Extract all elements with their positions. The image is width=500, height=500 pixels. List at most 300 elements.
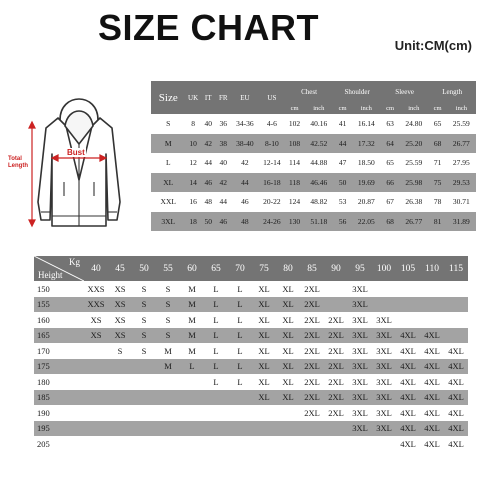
fit-size-cell: 4XL (420, 436, 444, 452)
fit-size-cell: S (108, 343, 132, 359)
fit-size-cell (372, 281, 396, 297)
fit-size-cell (228, 436, 252, 452)
fit-size-cell (276, 405, 300, 421)
fit-size-cell: 4XL (396, 390, 420, 406)
fit-size-cell: S (132, 343, 156, 359)
fit-size-cell: 3XL (372, 312, 396, 328)
fit-size-cell (204, 390, 228, 406)
fit-size-cell: XL (276, 390, 300, 406)
fit-size-cell: L (228, 297, 252, 313)
fit-size-cell (324, 281, 348, 297)
header-unit-inch: inch (352, 103, 381, 114)
fit-size-cell (84, 436, 108, 452)
height-row (34, 436, 468, 452)
fit-size-cell (84, 359, 108, 375)
header-unit-inch: inch (304, 103, 333, 114)
size-value-cell: 29.53 (447, 173, 476, 193)
fit-size-cell: XL (252, 297, 276, 313)
fit-size-cell: 4XL (444, 436, 468, 452)
fit-size-cell: 2XL (300, 297, 324, 313)
header-unit-inch: inch (399, 103, 428, 114)
size-value-cell: 66 (381, 173, 399, 193)
fit-size-cell (132, 374, 156, 390)
header-eu: EU (231, 81, 259, 114)
fit-size-cell: XL (276, 359, 300, 375)
fit-size-cell: 4XL (396, 405, 420, 421)
size-value-cell: 31.89 (447, 212, 476, 232)
weight-header: 80 (276, 256, 300, 281)
size-value-cell: 48 (201, 192, 216, 212)
header-chest: Chest (285, 81, 334, 103)
size-value-cell: 41 (333, 114, 351, 134)
header-unit-inch: inch (447, 103, 476, 114)
header-sleeve: Sleeve (381, 81, 429, 103)
fit-size-cell: 3XL (348, 374, 372, 390)
fit-size-cell (300, 421, 324, 437)
fit-size-cell: S (132, 281, 156, 297)
size-table-body (151, 114, 476, 231)
size-value-cell: 20.87 (352, 192, 381, 212)
fit-size-cell: XL (252, 374, 276, 390)
fit-size-cell: 3XL (372, 359, 396, 375)
weight-header: 65 (204, 256, 228, 281)
fit-size-cell (324, 421, 348, 437)
size-value-cell: 44 (231, 173, 259, 193)
fit-size-cell: 4XL (396, 421, 420, 437)
fit-size-cell: L (228, 374, 252, 390)
size-value-cell: 16.14 (352, 114, 381, 134)
fit-size-cell: L (228, 312, 252, 328)
fit-size-cell: 2XL (300, 390, 324, 406)
header-unit-cm: cm (285, 103, 304, 114)
size-value-cell: 44 (333, 134, 351, 154)
size-value-cell: 44 (201, 153, 216, 173)
fit-size-cell: 2XL (300, 359, 324, 375)
weight-header: 115 (444, 256, 468, 281)
size-value-cell: 25.59 (399, 153, 428, 173)
fit-size-cell: M (180, 297, 204, 313)
size-value-cell: 68 (381, 212, 399, 232)
fit-size-cell: XS (84, 328, 108, 344)
fit-size-cell: L (204, 297, 228, 313)
size-value-cell: 36 (216, 114, 231, 134)
fit-size-cell: 3XL (348, 405, 372, 421)
size-value-cell: 53 (333, 192, 351, 212)
fit-size-cell (108, 390, 132, 406)
weight-header: 95 (348, 256, 372, 281)
fit-size-cell: XS (108, 328, 132, 344)
weight-header: 85 (300, 256, 324, 281)
size-value-cell: 18 (186, 212, 201, 232)
weight-header: 110 (420, 256, 444, 281)
fit-size-cell: L (228, 328, 252, 344)
size-value-cell: 68 (428, 134, 446, 154)
fit-size-cell: M (180, 328, 204, 344)
fit-size-cell: 4XL (444, 374, 468, 390)
fit-size-cell: XS (108, 312, 132, 328)
size-value-cell: 56 (333, 212, 351, 232)
size-value-cell: 42 (201, 134, 216, 154)
size-label-cell: L (151, 153, 186, 173)
size-value-cell: 26.38 (399, 192, 428, 212)
fit-size-cell: M (180, 312, 204, 328)
height-label: Height (38, 270, 63, 280)
size-value-cell: 17.32 (352, 134, 381, 154)
size-value-cell: 50 (201, 212, 216, 232)
size-label-cell: XL (151, 173, 186, 193)
size-row (151, 114, 476, 134)
fit-size-cell (252, 436, 276, 452)
size-label-cell: 3XL (151, 212, 186, 232)
size-row (151, 192, 476, 212)
fit-size-cell (84, 343, 108, 359)
fit-size-cell: 4XL (396, 436, 420, 452)
corner-header (34, 256, 84, 281)
fit-size-cell (156, 405, 180, 421)
fit-size-cell: XS (108, 281, 132, 297)
bust-label: Bust (67, 148, 85, 157)
weight-header: 90 (324, 256, 348, 281)
fit-size-cell: 4XL (396, 343, 420, 359)
size-value-cell: 27.95 (447, 153, 476, 173)
size-value-cell: 12-14 (259, 153, 285, 173)
size-value-cell: 46 (201, 173, 216, 193)
height-row (34, 312, 468, 328)
size-label-cell: S (151, 114, 186, 134)
fit-size-cell: XL (252, 281, 276, 297)
fit-size-cell: XL (276, 328, 300, 344)
size-value-cell: 24-26 (259, 212, 285, 232)
height-label-cell: 160 (34, 312, 84, 328)
fit-size-cell (108, 359, 132, 375)
fit-size-cell (108, 405, 132, 421)
height-row (34, 328, 468, 344)
height-label-cell: 165 (34, 328, 84, 344)
height-label-cell: 185 (34, 390, 84, 406)
header-shoulder: Shoulder (333, 81, 380, 103)
fit-size-cell (324, 436, 348, 452)
fit-size-cell (84, 421, 108, 437)
fit-size-cell: 2XL (324, 312, 348, 328)
fit-size-cell (108, 421, 132, 437)
height-label-cell: 180 (34, 374, 84, 390)
fit-size-cell (444, 281, 468, 297)
size-value-cell: 67 (381, 192, 399, 212)
fit-size-cell (396, 297, 420, 313)
weight-header: 70 (228, 256, 252, 281)
fit-size-cell: XXS (84, 297, 108, 313)
fit-size-cell (180, 421, 204, 437)
fit-size-cell: L (228, 281, 252, 297)
header-us: US (259, 81, 285, 114)
size-value-cell: 65 (428, 114, 446, 134)
fit-size-cell: XL (252, 359, 276, 375)
fit-size-cell: 3XL (348, 343, 372, 359)
fit-size-cell (324, 297, 348, 313)
fit-size-cell: 3XL (348, 281, 372, 297)
fit-size-cell (276, 436, 300, 452)
fit-size-cell: XS (84, 312, 108, 328)
fit-size-cell: M (180, 343, 204, 359)
fit-size-cell: 3XL (372, 343, 396, 359)
fit-size-cell: 4XL (420, 343, 444, 359)
size-value-cell: 47 (333, 153, 351, 173)
size-value-cell: 65 (381, 153, 399, 173)
fit-size-cell (300, 436, 324, 452)
fit-size-cell: 3XL (372, 405, 396, 421)
size-value-cell: 44 (216, 192, 231, 212)
fit-size-cell (84, 390, 108, 406)
fit-size-cell: S (156, 297, 180, 313)
size-value-cell: 42 (231, 153, 259, 173)
fit-size-cell (132, 436, 156, 452)
fit-size-cell (444, 328, 468, 344)
fit-size-cell: M (180, 281, 204, 297)
fit-size-cell: 2XL (300, 328, 324, 344)
size-value-cell: 38-40 (231, 134, 259, 154)
fit-size-cell (108, 436, 132, 452)
size-value-cell: 46 (231, 192, 259, 212)
fit-size-cell (444, 312, 468, 328)
size-value-cell: 64 (381, 134, 399, 154)
fit-size-cell (204, 421, 228, 437)
fit-size-cell: 3XL (372, 374, 396, 390)
height-row (34, 374, 468, 390)
fit-size-cell: 3XL (372, 328, 396, 344)
fit-size-cell (372, 436, 396, 452)
fit-size-cell: S (156, 328, 180, 344)
size-row (151, 153, 476, 173)
height-label-cell: 175 (34, 359, 84, 375)
fit-size-cell: 4XL (444, 405, 468, 421)
size-value-cell: 16 (186, 192, 201, 212)
fit-size-cell: XXS (84, 281, 108, 297)
fit-size-cell: 4XL (444, 390, 468, 406)
fit-size-cell: L (204, 281, 228, 297)
fit-size-cell: 4XL (420, 328, 444, 344)
fit-size-cell: L (204, 312, 228, 328)
weight-header: 50 (132, 256, 156, 281)
size-row (151, 134, 476, 154)
fit-size-cell (228, 405, 252, 421)
size-value-cell: 81 (428, 212, 446, 232)
size-value-cell: 102 (285, 114, 304, 134)
height-row (34, 343, 468, 359)
fit-size-cell (132, 359, 156, 375)
size-value-cell: 14 (186, 173, 201, 193)
fit-size-cell (420, 281, 444, 297)
fit-size-cell (156, 390, 180, 406)
fit-size-cell: 4XL (396, 328, 420, 344)
size-value-cell: 71 (428, 153, 446, 173)
weight-header: 75 (252, 256, 276, 281)
fit-size-cell: L (204, 374, 228, 390)
size-value-cell: 8 (186, 114, 201, 134)
fit-size-cell: 3XL (348, 390, 372, 406)
fit-size-cell: L (228, 343, 252, 359)
fit-size-cell: 3XL (348, 421, 372, 437)
fit-size-cell: 4XL (444, 359, 468, 375)
size-value-cell: 22.05 (352, 212, 381, 232)
fit-size-cell: 4XL (420, 421, 444, 437)
fit-size-cell: M (156, 343, 180, 359)
height-label-cell: 195 (34, 421, 84, 437)
size-value-cell: 50 (333, 173, 351, 193)
fit-size-cell (396, 281, 420, 297)
size-value-cell: 34-36 (231, 114, 259, 134)
size-value-cell: 63 (381, 114, 399, 134)
fit-size-cell: 4XL (444, 343, 468, 359)
size-value-cell: 38 (216, 134, 231, 154)
fit-size-cell: 2XL (324, 359, 348, 375)
fit-size-cell: L (180, 359, 204, 375)
size-value-cell: 10 (186, 134, 201, 154)
kg-label: Kg (69, 257, 80, 267)
fit-size-cell (204, 405, 228, 421)
size-value-cell: 18.50 (352, 153, 381, 173)
fit-size-cell: 4XL (420, 405, 444, 421)
fit-size-cell: 2XL (324, 374, 348, 390)
fit-size-cell (444, 297, 468, 313)
fit-size-cell (228, 421, 252, 437)
fit-size-cell: 4XL (444, 421, 468, 437)
fit-size-cell (156, 374, 180, 390)
size-value-cell: 51.18 (304, 212, 333, 232)
fit-size-cell (252, 405, 276, 421)
fit-size-cell: XL (276, 281, 300, 297)
fit-size-cell: 4XL (420, 390, 444, 406)
weight-header: 55 (156, 256, 180, 281)
size-value-cell: 48.82 (304, 192, 333, 212)
size-value-cell: 42.52 (304, 134, 333, 154)
fit-size-cell: 4XL (396, 359, 420, 375)
size-value-cell: 19.69 (352, 173, 381, 193)
height-row (34, 359, 468, 375)
header-unit-cm: cm (428, 103, 446, 114)
fit-size-cell: 2XL (300, 343, 324, 359)
height-row (34, 421, 468, 437)
fit-size-cell: XL (252, 328, 276, 344)
fit-size-cell: XL (252, 343, 276, 359)
fit-size-cell: 2XL (324, 343, 348, 359)
fit-size-cell: S (132, 328, 156, 344)
height-row (34, 390, 468, 406)
fit-table-body (34, 281, 468, 452)
fit-size-cell: 3XL (348, 328, 372, 344)
size-value-cell: 20-22 (259, 192, 285, 212)
fit-size-cell: S (132, 312, 156, 328)
header-unit-cm: cm (381, 103, 399, 114)
header-fr: FR (216, 81, 231, 114)
size-label-cell: M (151, 134, 186, 154)
fit-size-cell: L (204, 359, 228, 375)
fit-size-cell: L (228, 359, 252, 375)
size-value-cell: 30.71 (447, 192, 476, 212)
size-value-cell: 42 (216, 173, 231, 193)
fit-size-cell: 2XL (324, 405, 348, 421)
height-label-cell: 155 (34, 297, 84, 313)
size-value-cell: 40.16 (304, 114, 333, 134)
fit-size-cell (396, 312, 420, 328)
size-value-cell: 25.20 (399, 134, 428, 154)
fit-size-cell: XS (108, 297, 132, 313)
height-row (34, 297, 468, 313)
fit-size-cell: XL (276, 297, 300, 313)
header-unit-cm: cm (333, 103, 351, 114)
weight-header: 105 (396, 256, 420, 281)
weight-header: 45 (108, 256, 132, 281)
size-value-cell: 124 (285, 192, 304, 212)
unit-label: Unit:CM(cm) (394, 38, 472, 53)
height-label-cell: 205 (34, 436, 84, 452)
size-value-cell: 44.88 (304, 153, 333, 173)
fit-size-cell (84, 374, 108, 390)
fit-size-cell: 3XL (372, 390, 396, 406)
size-value-cell: 130 (285, 212, 304, 232)
fit-size-cell: S (156, 281, 180, 297)
fit-size-cell: S (156, 312, 180, 328)
size-value-cell: 12 (186, 153, 201, 173)
header-length: Length (428, 81, 476, 103)
size-row (151, 173, 476, 193)
header-it: IT (201, 81, 216, 114)
fit-size-cell (420, 312, 444, 328)
fit-size-cell (132, 390, 156, 406)
fit-size-cell: S (132, 297, 156, 313)
fit-size-cell (276, 421, 300, 437)
height-row (34, 405, 468, 421)
total-length-label: Total Length (8, 156, 28, 169)
header-uk: UK (186, 81, 201, 114)
size-value-cell: 4-6 (259, 114, 285, 134)
fit-size-cell (180, 390, 204, 406)
fit-size-cell: 3XL (348, 312, 372, 328)
height-label-cell: 150 (34, 281, 84, 297)
fit-size-cell (372, 297, 396, 313)
fit-size-cell (156, 436, 180, 452)
fit-size-cell: XL (276, 374, 300, 390)
size-value-cell: 40 (216, 153, 231, 173)
size-value-cell: 26.77 (447, 134, 476, 154)
fit-size-cell: L (204, 328, 228, 344)
fit-size-cell: 3XL (372, 421, 396, 437)
fit-size-cell (84, 405, 108, 421)
size-value-cell: 40 (201, 114, 216, 134)
size-value-cell: 25.59 (447, 114, 476, 134)
fit-size-cell: 2XL (300, 281, 324, 297)
size-value-cell: 46.46 (304, 173, 333, 193)
size-value-cell: 8-10 (259, 134, 285, 154)
size-value-cell: 16-18 (259, 173, 285, 193)
fit-size-cell: 4XL (396, 374, 420, 390)
fit-size-cell: 2XL (324, 390, 348, 406)
fit-size-cell: 2XL (300, 312, 324, 328)
size-label-cell: XXL (151, 192, 186, 212)
fit-size-cell: XL (252, 312, 276, 328)
size-value-cell: 48 (231, 212, 259, 232)
fit-size-cell: L (204, 343, 228, 359)
height-weight-table (34, 256, 468, 452)
fit-size-cell (132, 421, 156, 437)
fit-size-cell (420, 297, 444, 313)
weight-header: 60 (180, 256, 204, 281)
height-row (34, 281, 468, 297)
size-row (151, 212, 476, 232)
weight-header: 100 (372, 256, 396, 281)
fit-size-cell: XL (276, 343, 300, 359)
fit-size-cell: 2XL (300, 405, 324, 421)
size-value-cell: 114 (285, 153, 304, 173)
